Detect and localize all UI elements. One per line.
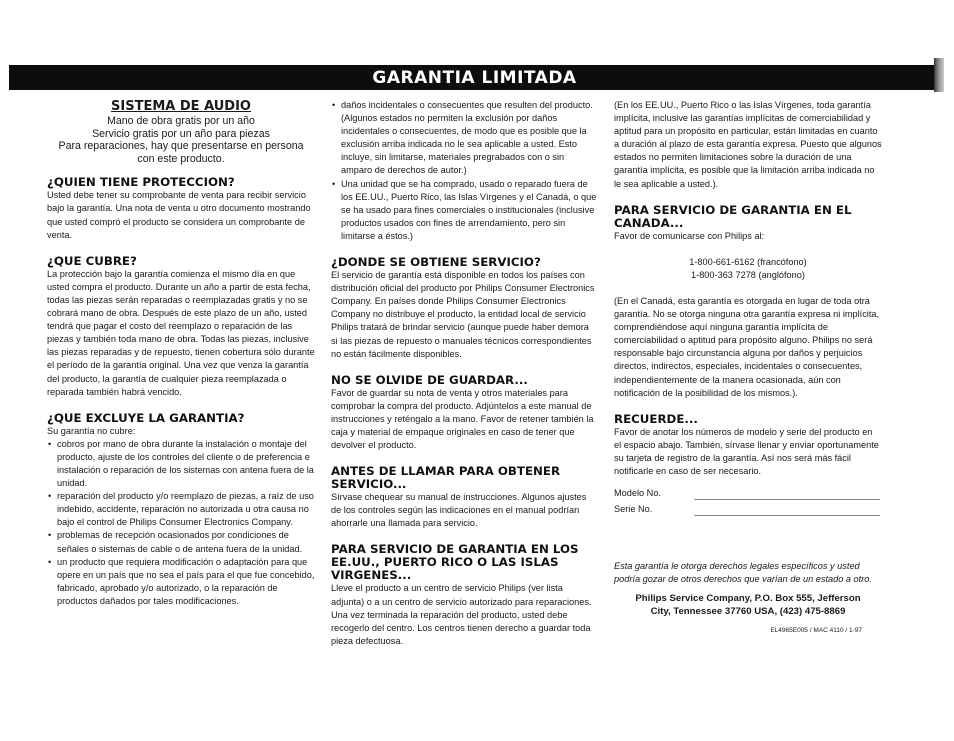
model-label: Modelo No. (614, 487, 661, 498)
phone-english: 1-800-363 7278 (anglófono) (691, 269, 805, 280)
recuerde-heading: RECUERDE... (614, 411, 698, 426)
list-item: • problemas de recepción ocasionados por condiciones de señales o sistemas de cable o de antena fuera de la unidad. (57, 529, 315, 555)
edge-mark (934, 58, 944, 92)
column-3 (614, 99, 882, 637)
model-input-line (694, 489, 880, 500)
serial-input-line (694, 505, 880, 516)
eeuu-text: Lleve el producto a un centro de servicio Philips (ver lista adjunta) o a un centro de servicio autorizado para reparaciones. Una vez terminada la reparación del producto, usted debe recogerlo del centro. Los centros tienen derecho a guardar toda pieza defectuosa. (331, 583, 592, 646)
antes-heading: ANTES DE LLAMAR PARA OBTENER SERVICIO... (331, 464, 561, 492)
olvide-text: Favor de guardar su nota de venta y otros materiales para comprobar la compra del producto. Adjúntelos a este manual de instrucciones y reténgalo a la mano. Favor de retener también la caja y material de empaque originales en caso de tener que devolver el producto. (331, 387, 594, 451)
canada-intro: Favor de comunicarse con Philips al: (614, 230, 765, 241)
canada-heading: PARA SERVICIO DE GARANTIA EN EL CANADA... (614, 202, 852, 230)
excluye-list (47, 438, 315, 608)
system-line: Servicio gratis por un año para piezas (92, 127, 270, 140)
eeuu-heading: PARA SERVICIO DE GARANTIA EN LOS EE.UU., PUERTO RICO O LAS ISLAS VIRGENES... (331, 542, 579, 583)
model-field (614, 484, 882, 500)
serial-label: Serie No. (614, 503, 653, 514)
antes-text: Sírvase chequear su manual de instrucciones. Algunos ajustes de los controles según las indicaciones en el manual podrían ahorrarle una llamada para servicio. (331, 492, 587, 529)
title-banner (9, 65, 940, 90)
list-item: • cobros por mano de obra durante la instalación o montaje del producto, ajuste de los controles del cliente o de preferencia e instalación o reparación de los sistemas con antena fuera de la unidad. (57, 438, 315, 490)
phone-list (614, 256, 882, 282)
system-line: con este producto. (137, 152, 225, 165)
column-2 (331, 99, 597, 648)
system-title: SISTEMA DE AUDIO (111, 99, 251, 114)
cubre-heading: ¿QUE CUBRE? (47, 253, 137, 268)
list-item: • Una unidad que se ha comprado, usado o reparado fuera de los EE.UU., Puerto Rico, las Islas Vírgenes y el Canadá, o que se ha usado para fines comerciales o institucionales (inclusive productos usados con fines de arrendamiento, pero sin limitarse a éstos.) (341, 178, 597, 243)
list-item: • reparación del producto y/o reemplazo de piezas, a raíz de uso indebido, accidente, reparación no autorizada u otra causa no bajo el control de Philips Consumer Electronics Company. (57, 490, 315, 529)
system-line: Para reparaciones, hay que presentarse en persona (58, 140, 304, 153)
quien-heading: ¿QUIEN TIENE PROTECCION? (47, 175, 235, 190)
document-code: EL4965E005 / MAC 4110 / 1-97 (770, 627, 862, 635)
recuerde-text: Favor de anotar los números de modelo y serie del producto en el espacio abajo. También, sírvase llenar y enviar oportunamente su tarjeta de registro de la garantía. Así nos será más fácil notificarle en caso de ser necesario. (614, 426, 879, 476)
company-line: City, Tennessee 37760 USA, (423) 475-8869 (650, 606, 846, 618)
system-lines (47, 115, 315, 165)
cubre-text: La protección bajo la garantía comienza el mismo día en que usted compra el producto. Durante un año a partir de esta fecha, todas las piezas serán reparadas o reemplazadas gratis y no se cobrará mano de obra. Después de este plazo de un año, usted tendrá que pagar el costo del reemplazo o reparación de las piezas y también toda mano de obra. Todas las piezas, inclusive las piezas reparadas y de repuesto, tienen cobertura sólo durante el período de la garantía original. Una vez que venza la garantía del producto, la garantía de cualquier pieza reemplazada o reparada también habrá vencido. (47, 268, 315, 397)
donde-heading: ¿DONDE SE OBTIENE SERVICIO? (331, 255, 541, 270)
rights-note: Esta garantía le otorga derechos legales específicos y usted podría gozar de otros derechos que varían de un estado a otro. (614, 561, 872, 585)
page-title: GARANTIA LIMITADA (372, 68, 577, 88)
phone-french: 1-800-661-6162 (francófono) (689, 256, 807, 267)
donde-text: El servicio de garantía está disponible en todos los países con distribución oficial del producto por Philips Consumer Electronics Company. En países donde Philips Consumer Electronics Company no distribuye el producto, la entidad local de servicio Philips tratará de brindar servicio (aunque puede haber demora si las piezas de repuesto o manuales técnicos correspondientes no están fácilmente disponibles. (331, 270, 595, 359)
excluye-heading: ¿QUE EXCLUYE LA GARANTIA? (47, 410, 245, 425)
quien-text: Usted debe tener su comprobante de venta para recibir servicio bajo la garantía. Una nota de venta u otro documento mostrando que usted compró el producto se considera un comprobante de venta. (47, 190, 311, 240)
column-1 (47, 99, 315, 608)
company-address (614, 592, 882, 618)
system-line: Mano de obra gratis por un año (107, 115, 255, 127)
company-line: Philips Service Company, P.O. Box 555, Jefferson (635, 593, 861, 605)
list-item: • daños incidentales o consecuentes que resulten del producto. (Algunos estados no permiten la exclusión por daños incidentales o consecuentes, de modo que es posible que la exclusión arriba indicada no le sea aplicable a usted. Esto incluye, sin limitarse, materiales pregrabados con o sin amparo de derechos de autor.) (341, 99, 597, 178)
olvide-heading: NO SE OLVIDE DE GUARDAR... (331, 372, 528, 387)
excluye-intro: Su garantía no cubre: (47, 425, 136, 436)
serial-field (614, 500, 882, 516)
list-item: • un producto que requiera modificación o adaptación para que opere en un país que no sea el país para el que fue concebido, fabricado, aprobado y/o autorizado, o la reparación de productos dañados por tales modificaciones. (57, 556, 315, 608)
canada-note: (En el Canadá, esta garantía es otorgada en lugar de toda otra garantía. No se otorga ninguna otra garantía expresa ni implícita, comprendiéndose aquí ninguna garantía implícita de comerciabilidad o aptitud para propósito alguno. Philips no será responsable bajo circunstancia alguna por daños y perjuicios directos, indirectos, especiales, incidentales o consecuentes, independientemente de la manera ocasionada, aún con notificación de la posibilidad de los mismos.). (614, 295, 880, 398)
us-note: (En los EE.UU., Puerto Rico o las Islas Vírgenes, toda garantía implícita, inclusive las garantías implícitas de comerciabilidad y aptitud para un propósito en particular, están limitadas en cuanto a duración al plazo de esta garantía expresa. Puesto que algunos estados no permiten limitaciones sobre la duración de una garantía implícita, es posible que la limitación arriba indicada no le sea aplicable a usted.). (614, 100, 882, 189)
exclusion-continued-list (331, 99, 597, 243)
